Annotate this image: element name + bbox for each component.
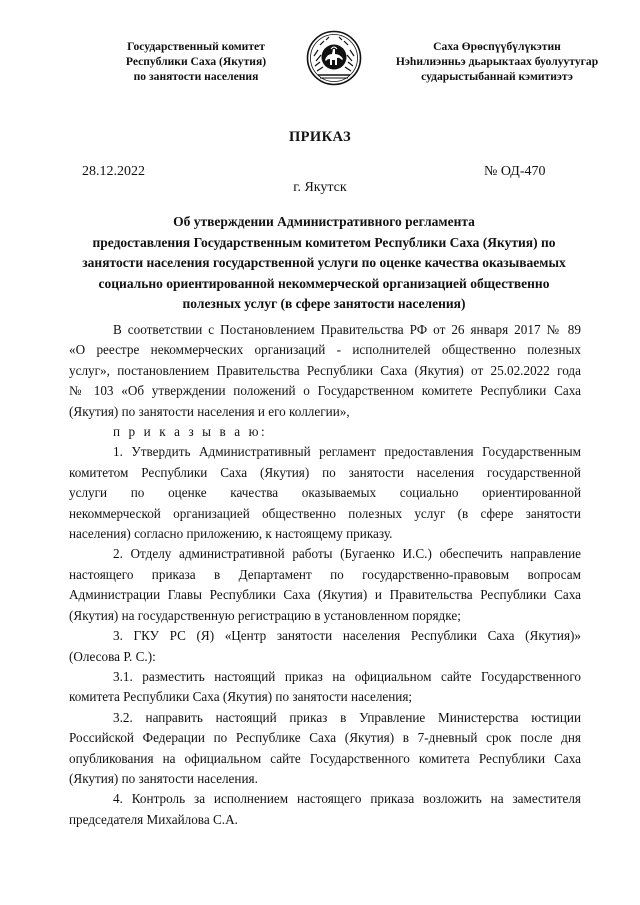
item-1-line: услуги по оценке качества оказываемых социально ориентированной	[69, 485, 581, 501]
item-4-line: 4. Контроль за исполнением настоящего приказа возложить на заместителя	[113, 791, 581, 807]
subject-line: занятости населения государственной услуги по оценке качества оказываемых	[82, 255, 566, 271]
order-body	[69, 320, 581, 830]
item-2-line: Администрации Главы Республики Саха (Якутия) и Правительства Республики Саха	[69, 587, 581, 603]
header-right-line: Саха Өрөспүүбүлүкэтин	[433, 40, 561, 53]
header-left-line: Государственный комитет	[127, 40, 265, 53]
item-3-2-line: опубликования на официальном сайте Государственного комитета Республики Саха	[69, 750, 581, 766]
item-3-2-line: 3.2. направить настоящий приказ в Управление Министерства юстиции	[113, 709, 581, 725]
item-3-line: 3. ГКУ РС (Я) «Центр занятости населения Республики Саха (Якутия)»	[113, 628, 581, 644]
preamble-line: № 103 «Об утверждении положений о Государственном комитете Республики Саха	[69, 383, 581, 399]
document-date: 28.12.2022	[82, 164, 145, 179]
subject-line: предоставления Государственным комитетом Республики Саха (Якутия) по	[92, 234, 556, 250]
item-3-2-line: (Якутия) по занятости населения.	[69, 770, 258, 786]
item-2-line: (Якутия) на государственную регистрацию в установленном порядке;	[69, 607, 461, 623]
item-1-line: некоммерческой организацией общественно полезных услуг (в сфере занятости	[69, 505, 581, 521]
item-4-line: председателя Михайлова С.А.	[69, 811, 238, 827]
subject-line: Об утверждении Административного регламента	[173, 214, 475, 229]
preamble-line: (Якутия) по занятости населения и его коллегии»,	[69, 403, 350, 419]
header-right	[378, 39, 616, 84]
preamble-line: «О реестре некоммерческих организаций - исполнителей общественно полезных	[69, 342, 581, 358]
item-1-line: 1. Утвердить Административный регламент предоставления Государственным	[113, 444, 581, 460]
document-title: ПРИКАЗ	[288, 129, 352, 145]
order-word: п р и к а з ы в а ю:	[113, 424, 268, 440]
item-3-1-line: комитета Республики Саха (Якутия) по занятости населения;	[69, 689, 413, 705]
sakha-republic-emblem-icon	[306, 30, 362, 86]
item-1-line: комитетом Республики Саха (Якутия) по занятости населения государственной	[69, 464, 581, 480]
item-2-line: 2. Отделу административной работы (Бугаенко И.С.) обеспечить направление	[113, 546, 581, 562]
header-left	[96, 39, 296, 84]
header-right-line: Нэһилиэнньэ дьарыктаах буолуутугар	[395, 55, 599, 68]
preamble-line: В соответствии с Постановлением Правительства РФ от 26 января 2017 № 89	[113, 322, 581, 337]
document-number: № ОД-470	[484, 164, 546, 179]
subject-line: социально ориентированной некоммерческой организацией общественно	[98, 275, 550, 291]
item-2-line: настоящего приказа в Департамент по государственно-правовым вопросам	[69, 566, 581, 582]
header-left-line: Республики Саха (Якутия)	[125, 55, 267, 68]
item-1-line: населения) согласно приложению, к настоящему приказу.	[69, 526, 393, 542]
document-city: г. Якутск	[293, 180, 347, 195]
order-subject	[60, 212, 588, 315]
header-left-line: по занятости населения	[133, 70, 259, 83]
item-3-line: (Олесова Р. С.):	[69, 648, 156, 664]
item-3-1-line: 3.1. разместить настоящий приказ на официальном сайте Государственного	[113, 668, 581, 684]
item-3-2-line: Российской Федерации по Республике Саха (Якутия) в 7-дневный срок после дня	[69, 730, 581, 746]
preamble-line: услуг», постановлением Правительства Республики Саха (Якутия) от 25.02.2022 года	[69, 362, 581, 378]
subject-line: полезных услуг (в сфере занятости населения)	[182, 296, 466, 312]
header-right-line: сударыстыбаннай кэмитиэтэ	[421, 70, 573, 83]
